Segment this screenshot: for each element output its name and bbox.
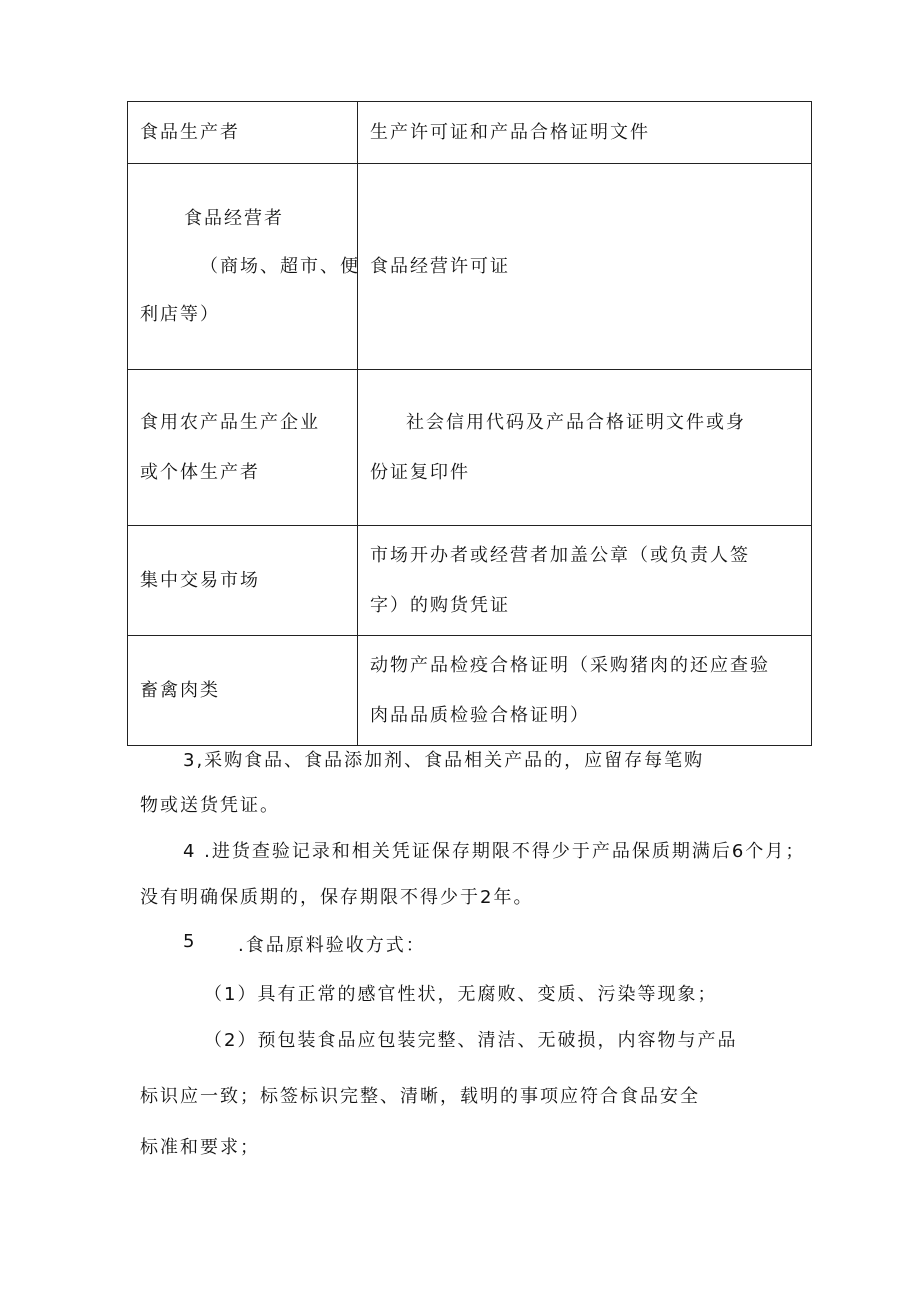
list-item-2-line-1: （2）预包装食品应包装完整、清洁、无破损，内容物与产品 [204,1030,738,1051]
cell-text: 利店等） [140,303,220,325]
list-item-1: （1）具有正常的感官性状，无腐败、变质、污染等现象； [204,984,718,1005]
supplier-type-cell [128,164,358,370]
list-item-2-line-3: 标准和要求； [140,1137,260,1158]
cell-text: 生产许可证和产品合格证明文件 [370,121,650,143]
supplier-type-cell [128,370,358,526]
cell-text: 动物产品检疫合格证明（采购猪肉的还应查验 [370,654,770,676]
cell-text: （商场、超市、便 [200,255,360,277]
purchase-requirements-table [127,101,812,746]
cell-text: 社会信用代码及产品合格证明文件或身 [406,411,746,433]
cell-text: 字）的购货凭证 [370,594,510,616]
paragraph-4-line-1: 4 .进货查验记录和相关凭证保存期限不得少于产品保质期满后6个月； [183,841,806,862]
required-documents-cell [358,370,812,526]
required-documents-cell [358,164,812,370]
paragraph-5-number: 5 [183,931,197,952]
paragraph-5-heading: .食品原料验收方式： [238,935,426,956]
cell-text: 食用农产品生产企业 [140,411,320,433]
cell-text: 食品经营许可证 [370,255,510,277]
required-documents-cell [358,636,812,746]
cell-text: 市场开办者或经营者加盖公章（或负责人签 [370,544,750,566]
supplier-type-cell [128,102,358,164]
table-row [128,164,812,370]
cell-text: 份证复印件 [370,461,470,483]
cell-text: 肉品品质检验合格证明） [370,704,590,726]
table-row [128,636,812,746]
paragraph-4-line-2: 没有明确保质期的，保存期限不得少于2年。 [140,887,534,908]
required-documents-cell [358,102,812,164]
table-row [128,370,812,526]
table-row [128,526,812,636]
cell-text: 或个体生产者 [140,461,260,483]
cell-text: 食品经营者 [184,207,284,229]
paragraph-3-line-2: 物或送货凭证。 [140,795,280,816]
cell-text: 畜禽肉类 [140,679,220,701]
table-row [128,102,812,164]
supplier-type-cell [128,526,358,636]
supplier-type-cell [128,636,358,746]
required-documents-cell [358,526,812,636]
list-item-2-line-2: 标识应一致；标签标识完整、清晰，载明的事项应符合食品安全 [140,1086,700,1107]
cell-text: 集中交易市场 [140,569,260,591]
cell-text: 食品生产者 [140,121,240,143]
paragraph-3-line-1: 3,采购食品、食品添加剂、食品相关产品的，应留存每笔购 [183,750,705,771]
